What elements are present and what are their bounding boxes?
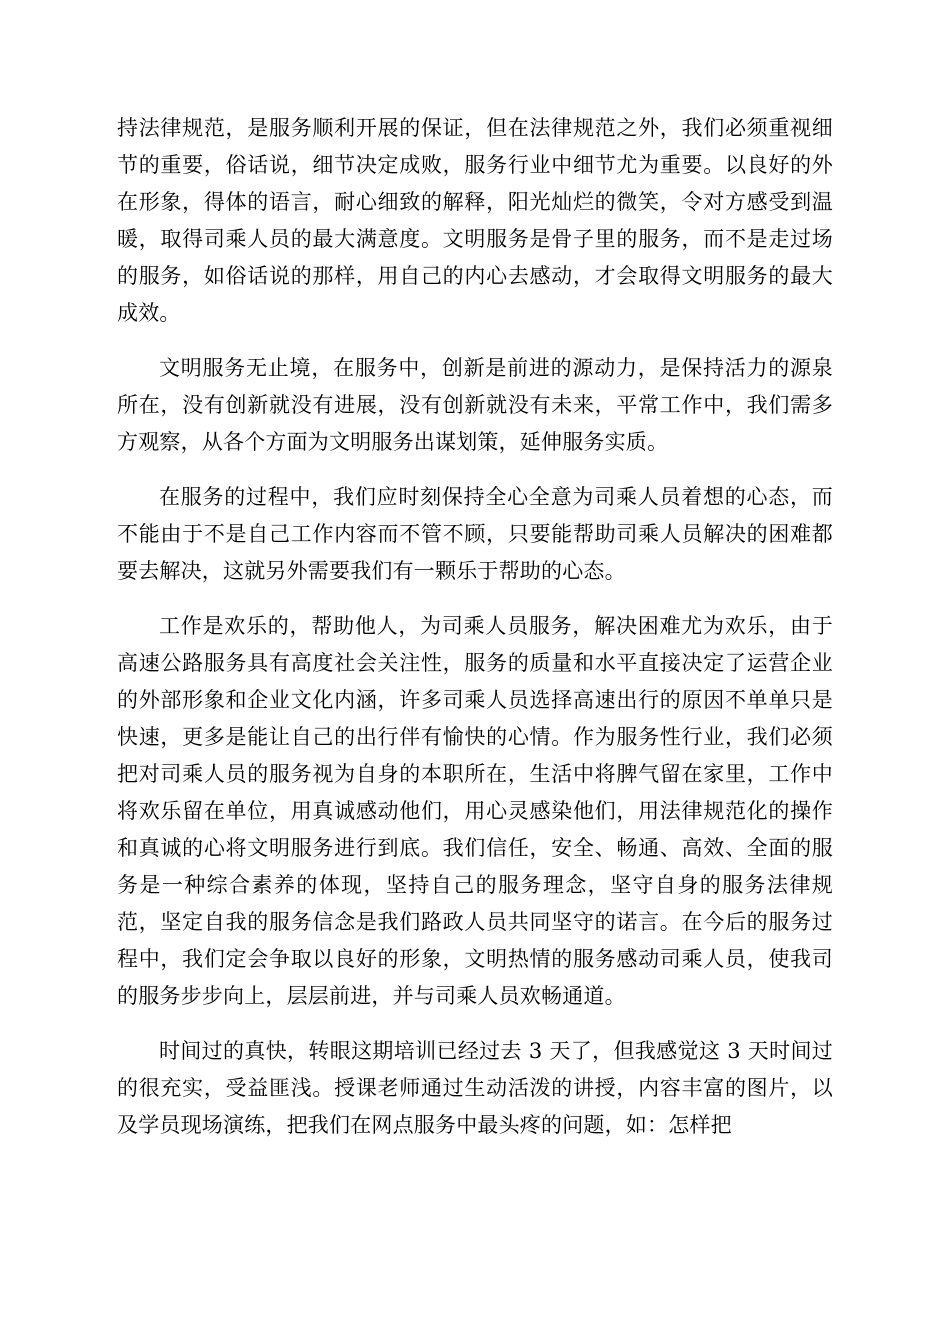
paragraph-3: 在服务的过程中，我们应时刻保持全心全意为司乘人员着想的心态，而不能由于不是自己工作内容而不管不顾，只要能帮助司乘人员解决的困难都要去解决，这就另外需要我们有一颗乐于帮助的心态。 — [117, 485, 833, 583]
paragraph-5: 时间过的真快，转眼这期培训已经过去 3 天了，但我感觉这 3 天时间过的很充实，受益匪浅。授课老师通过生动活泼的讲授，内容丰富的图片，以及学员现场演练，把我们在网点服务中最头疼的问题，如：怎样把 — [117, 1039, 833, 1137]
paragraph-2: 文明服务无止境，在服务中，创新是前进的源动力，是保持活力的源泉所在，没有创新就没有进展，没有创新就没有未来，平常工作中，我们需多方观察，从各个方面为文明服务出谋划策，延伸服务实质。 — [117, 356, 833, 454]
paragraph-1: 持法律规范，是服务顺利开展的保证，但在法律规范之外，我们必须重视细节的重要，俗话说，细节决定成败，服务行业中细节尤为重要。以良好的外在形象，得体的语言，耐心细致的解释，阳光灿烂的微笑，令对方感受到温暖，取得司乘人员的最大满意度。文明服务是骨子里的服务，而不是走过场的服务，如俗话说的那样，用自己的内心去感动，才会取得文明服务的最大成效。 — [117, 116, 833, 325]
document-page — [117, 110, 833, 1162]
paragraph-4: 工作是欢乐的，帮助他人，为司乘人员服务，解决困难尤为欢乐，由于高速公路服务具有高度社会关注性，服务的质量和水平直接决定了运营企业的外部形象和企业文化内涵，许多司乘人员选择高速出行的原因不单单只是快速，更多是能让自己的出行伴有愉快的心情。作为服务性行业，我们必须把对司乘人员的服务视为自身的本职所在，生活中将脾气留在家里，工作中将欢乐留在单位，用真诚感动他们，用心灵感染他们，用法律规范化的操作和真诚的心将文明服务进行到底。我们信任，安全、畅通、高效、全面的服务是一种综合素养的体现，坚持自己的服务理念，坚守自身的服务法律规范，坚定自我的服务信念是我们路政人员共同坚守的诺言。在今后的服务过程中，我们定会争取以良好的形象，文明热情的服务感动司乘人员，使我司的服务步步向上，层层前进，并与司乘人员欢畅通道。 — [117, 614, 833, 1008]
